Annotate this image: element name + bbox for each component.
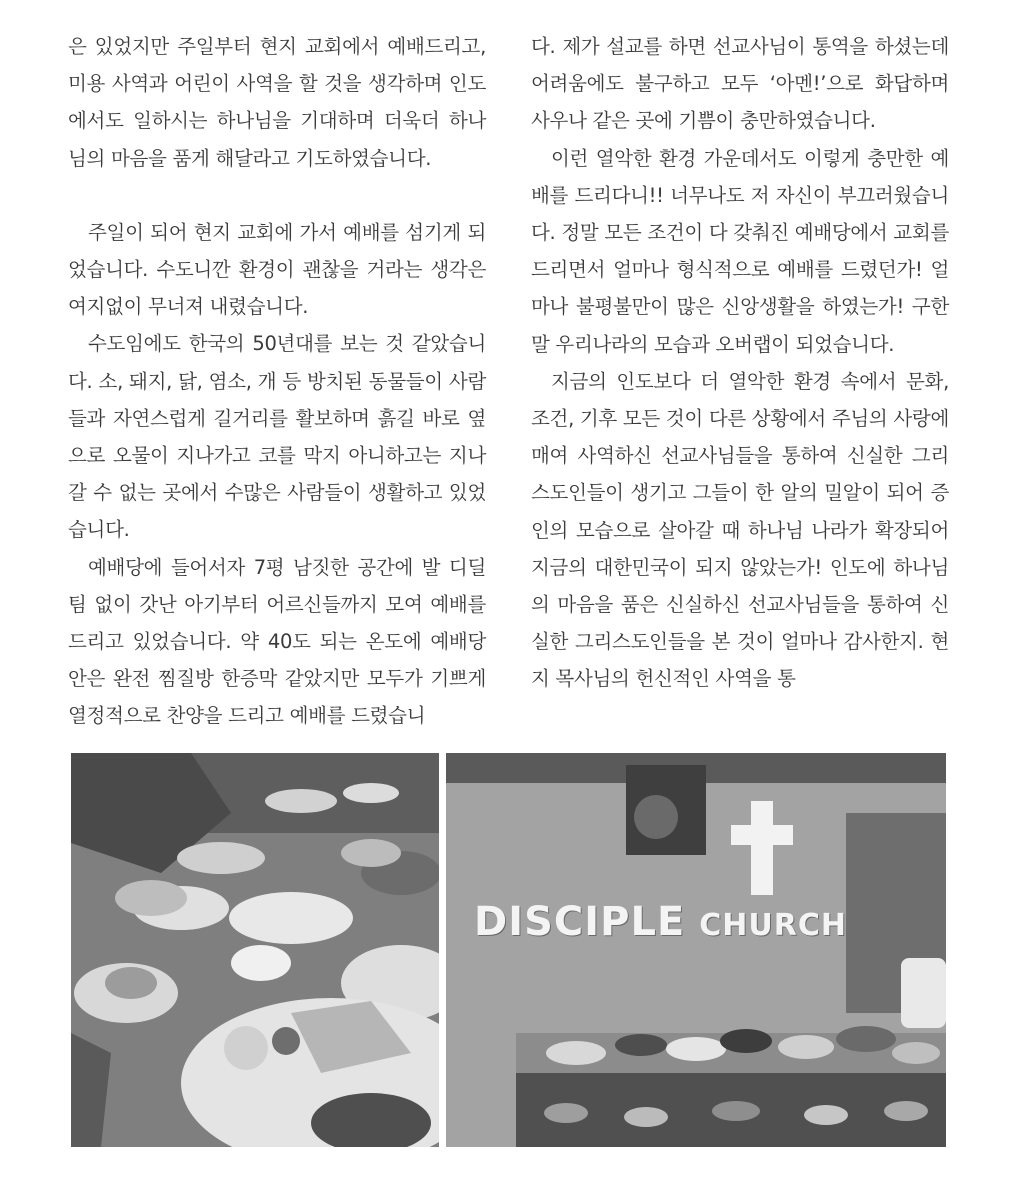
article-right-column xyxy=(531,28,949,698)
paragraph: 수도임에도 한국의 50년대를 보는 것 같았습니다. 소, 돼지, 닭, 염소, 개 등 방치된 동물들이 사람들과 자연스럽게 길거리를 활보하며 흙길 바로 옆으로 오물이 지나가고 코를 막지 아니하고는 지나갈 수 없는 곳에서 수많은 사람들이 생활하고 있었습니다. xyxy=(68,332,486,542)
paragraph: 지금의 인도보다 더 열악한 환경 속에서 문화, 조건, 기후 모든 것이 다른 상황에서 주님의 사랑에 매여 사역하신 선교사님들을 통하여 신실한 그리스도인들이 생기고 그들이 한 알의 밀알이 되어 증인의 모습으로 살아갈 때 하나님 나라가 확장되어 지금의 대한민국이 되지 않았는가! 인도에 하나님의 마음을 품은 신실하신 선교사님들을 통하여 신실한 그리스도인들을 본 것이 얼마나 감사한지. 현지 목사님의 헌신적인 사역을 통 xyxy=(531,369,949,691)
church-sign-word: DISCIPLE xyxy=(474,899,686,945)
paragraph: 다. 제가 설교를 하면 선교사님이 통역을 하셨는데 어려움에도 불구하고 모두 ‘아멘!’으로 화답하며 사우나 같은 곳에 기쁨이 충만하였습니다. xyxy=(531,35,949,133)
paragraph: 이런 열악한 환경 가운데서도 이렇게 충만한 예배를 드리다니!! 너무나도 저 자신이 부끄러웠습니다. 정말 모든 조건이 다 갖춰진 예배당에서 교회를 드리면서 얼마나 형식적으로 예배를 드렸던가! 얼마나 불평불만이 많은 신앙생활을 하였는가! 구한말 우리나라의 모습과 오버랩이 되었습니다. xyxy=(531,146,949,356)
paragraph-gap xyxy=(68,177,486,214)
paragraph: 주일이 되어 현지 교회에 가서 예배를 섬기게 되었습니다. 수도니깐 환경이 괜찮을 거라는 생각은 여지없이 무너져 내렸습니다. xyxy=(68,220,486,319)
church-sign-word: CHURCH xyxy=(699,908,847,943)
article-left-column xyxy=(68,28,486,735)
meal-illustration xyxy=(71,753,439,1147)
church-sign xyxy=(474,899,847,945)
church-illustration xyxy=(446,753,946,1147)
paragraph: 은 있었지만 주일부터 현지 교회에서 예배드리고, 미용 사역과 어린이 사역을 할 것을 생각하며 인도에서도 일하시는 하나님을 기대하며 더욱더 하나님의 마음을 품게 해달라고 기도하였습니다. xyxy=(68,35,486,170)
church-wall-photo xyxy=(446,753,946,1147)
paragraph: 예배당에 들어서자 7평 남짓한 공간에 발 디딜 팀 없이 갓난 아기부터 어르신들까지 모여 예배를 드리고 있었습니다. 약 40도 되는 온도에 예배당 안은 완전 찜질방 한증막 같았지만 모두가 기쁘게 열정적으로 찬양을 드리고 예배를 드렸습니 xyxy=(68,555,486,728)
shared-meal-photo xyxy=(71,753,439,1147)
